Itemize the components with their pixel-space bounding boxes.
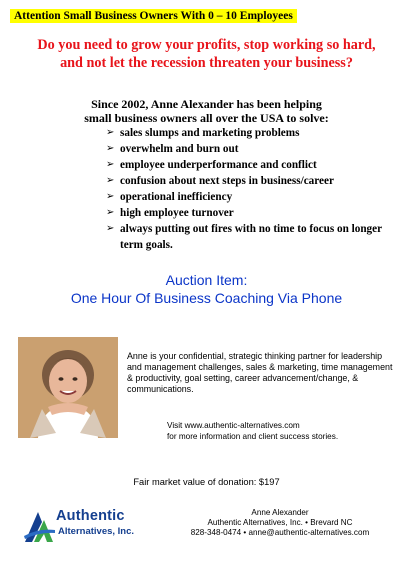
logo-name-line-1: Authentic <box>56 508 125 524</box>
auction-title: One Hour Of Business Coaching Via Phone <box>70 290 343 306</box>
contact-name: Anne Alexander <box>251 508 309 517</box>
list-item <box>106 157 396 173</box>
attention-banner: Attention Small Business Owners With 0 – 10 Employees <box>10 9 297 23</box>
contact-block <box>160 508 400 538</box>
list-item-text: operational inefficiency <box>120 191 233 203</box>
list-item <box>106 141 396 157</box>
bio-text: Anne is your confidential, strategic thinking partner for leadership and management challenges, sales & marketing, time management & productivity, goal setting, career advancement/change, & communications. <box>127 351 393 394</box>
intro-line-1: Since 2002, Anne Alexander has been helping <box>91 97 322 111</box>
contact-phone-email[interactable]: 828-348-0474 • anne@authentic-alternatives.com <box>190 528 370 537</box>
list-item <box>106 221 396 253</box>
visit-info <box>167 420 397 442</box>
arrow-bullet-icon: ➢ <box>106 175 115 186</box>
headline-line-2: and not let the recession threaten your business? <box>60 55 353 71</box>
fair-market-value: Fair market value of donation: $197 <box>133 477 280 487</box>
auction-label: Auction Item: <box>165 272 248 288</box>
visit-link-line[interactable]: Visit www.authentic-alternatives.com <box>167 421 300 430</box>
authentic-alternatives-logo-icon <box>22 508 56 546</box>
arrow-bullet-icon: ➢ <box>106 191 115 202</box>
contact-company: Authentic Alternatives, Inc. • Brevard NC <box>207 518 353 527</box>
authentic-alternatives-logo <box>22 508 152 546</box>
list-item-text: always putting out fires with no time to focus on longer term goals. <box>120 223 382 251</box>
arrow-bullet-icon: ➢ <box>106 223 115 234</box>
intro-line-2: small business owners all over the USA to solve: <box>84 111 329 125</box>
auction-item <box>0 271 413 307</box>
visit-line-2: for more information and client success stories. <box>167 432 339 441</box>
logo-name-line-2: Alternatives, Inc. <box>58 526 135 537</box>
problem-list <box>106 125 396 253</box>
list-item <box>106 173 396 189</box>
list-item-text: overwhelm and burn out <box>120 143 239 155</box>
list-item <box>106 205 396 221</box>
intro-text <box>0 97 413 125</box>
arrow-bullet-icon: ➢ <box>106 143 115 154</box>
arrow-bullet-icon: ➢ <box>106 127 115 138</box>
list-item-text: high employee turnover <box>120 207 234 219</box>
portrait-illustration <box>18 337 118 438</box>
list-item <box>106 125 396 141</box>
list-item <box>106 189 396 205</box>
portrait-photo <box>18 337 118 438</box>
arrow-bullet-icon: ➢ <box>106 159 115 170</box>
headline-line-1: Do you need to grow your profits, stop working so hard, <box>37 37 376 53</box>
list-item-text: sales slumps and marketing problems <box>120 127 300 139</box>
headline <box>0 36 413 72</box>
list-item-text: confusion about next steps in business/career <box>120 175 334 187</box>
arrow-bullet-icon: ➢ <box>106 207 115 218</box>
list-item-text: employee underperformance and conflict <box>120 159 317 171</box>
